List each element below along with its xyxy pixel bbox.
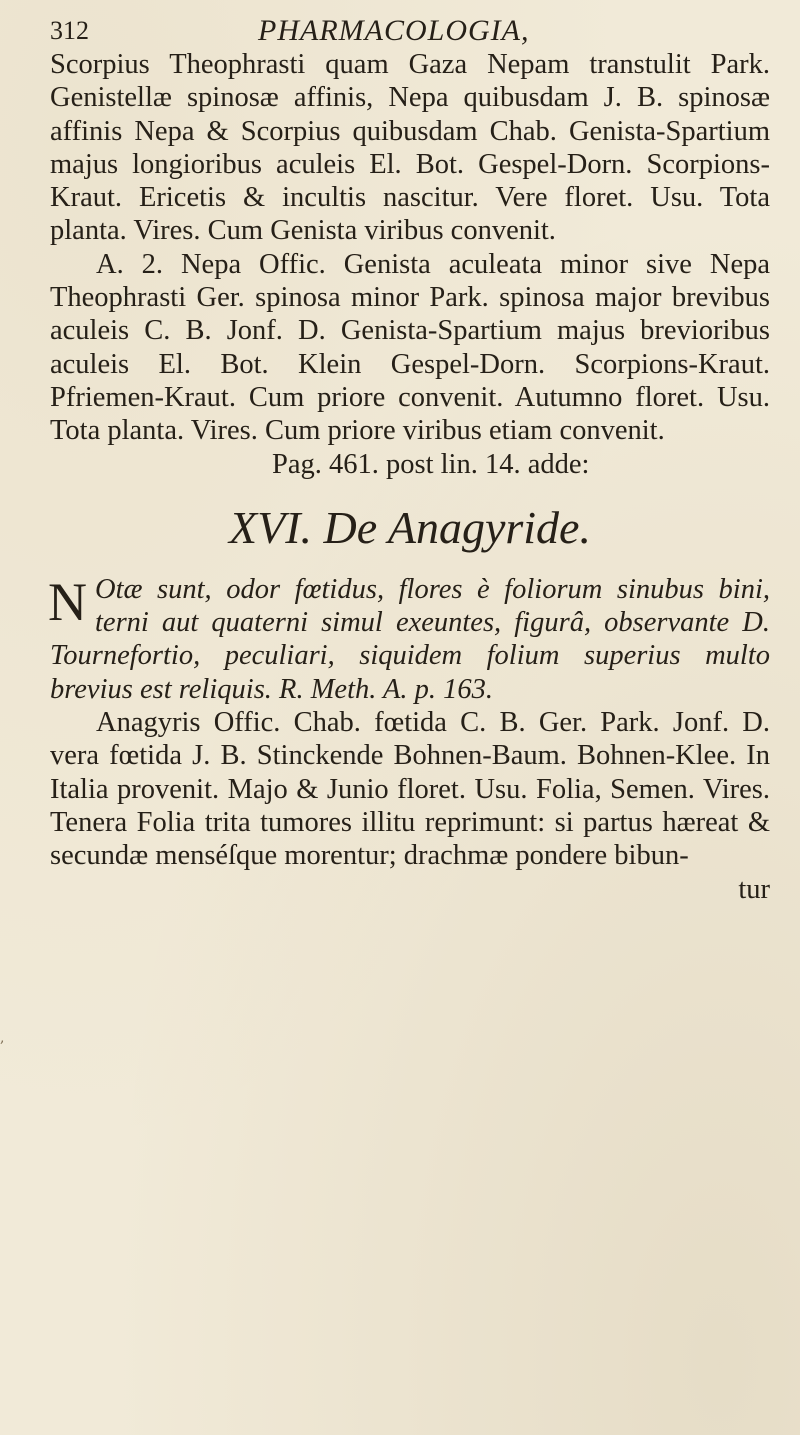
page-number: 312 xyxy=(50,16,89,45)
catchword: tur xyxy=(738,873,770,905)
section-intro xyxy=(50,573,770,706)
page-header xyxy=(50,14,770,48)
section-intro-text: Otæ sunt, odor fœtidus, flores è foliorum sinubus bini, terni aut quaterni simul exeuntes, figurâ, observante D. Tournefortio, peculiari, siquidem folium superius multo brevius est reliquis. R. Meth. A. p. 163. xyxy=(50,573,770,705)
paragraph-scorpius: Scorpius Theophrasti quam Gaza Nepam transtulit Park. Genistellæ spinosæ affinis, Nepa quibusdam J. B. spinosæ affinis Nepa & Scorpius quibusdam Chab. Genista-Spartium majus longioribus aculeis El. Bot. Gespel-Dorn. Scorpions-Kraut. Ericetis & incultis nascitur. Vere floret. Usu. Tota planta. Vires. Cum Genista viribus convenit. xyxy=(50,49,770,247)
drop-cap: N xyxy=(48,571,87,632)
paragraph-nepa: A. 2. Nepa Offic. Genista aculeata minor sive Nepa Theophrasti Ger. spinosa minor Park. spinosa major brevibus aculeis C. B. Jonf. D. Genista-Spartium majus brevioribus aculeis El. Bot. Klein Gespel-Dorn. Scorpions-Kraut. Pfriemen-Kraut. Cum priore convenit. Autumno floret. Usu. Tota planta. Vires. Cum priore viribus etiam convenit. xyxy=(50,248,770,447)
running-head: PHARMACOLOGIA, xyxy=(258,14,530,47)
margin-mark: , xyxy=(0,1030,5,1046)
body-text xyxy=(50,48,770,906)
paragraph-anagyris: Anagyris Offic. Chab. fœtida C. B. Ger. Park. Jonf. D. vera fœtida J. B. Stinckende Bohnen-Baum. Bohnen-Klee. In Italia provenit. Majo & Junio floret. Usu. Folia, Semen. Vires. Tenera Folia trita tumores illitu reprimunt: si partus hæreat & secundæ menséſque morentur; drachmæ pondere bibun- xyxy=(50,707,770,872)
addendum-note: Pag. 461. post lin. 14. adde: xyxy=(272,448,590,480)
section-title: XVI. De Anagyride. xyxy=(229,501,591,553)
